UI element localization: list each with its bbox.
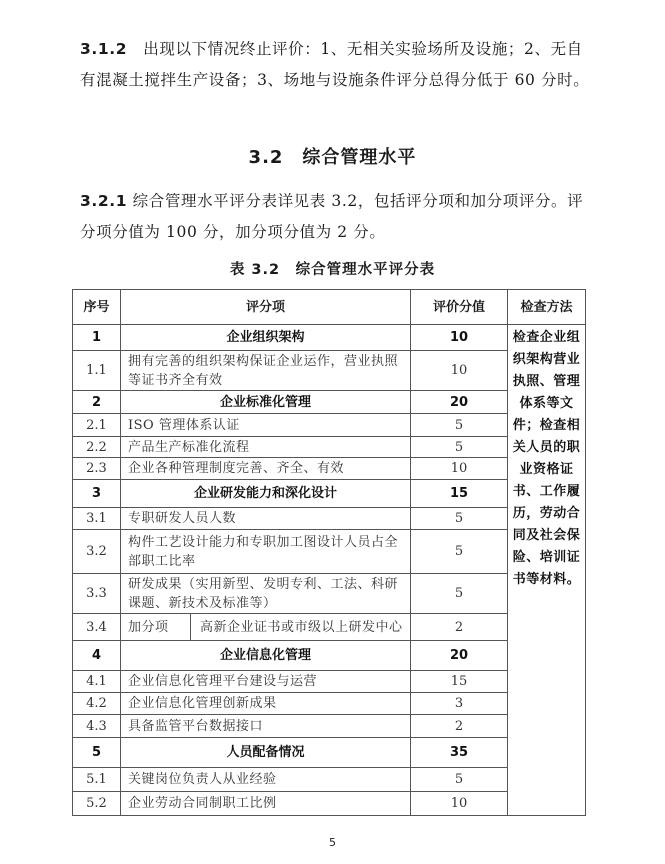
section-heading: 3.2 综合管理水平 [248,147,417,168]
row-item: 企业信息化管理 [121,641,411,671]
row-item: 产品生产标准化流程 [121,437,411,458]
row-no: 3.2 [73,530,121,574]
paragraph-text-line1: 综合管理水平评分表详见表 3.2，包括评分项和加分项评分。评 [132,192,584,210]
paragraph-text-line1: 出现以下情况终止评价：1、无相关实验场所及设施；2、无自 [143,40,583,58]
row-score: 5 [411,574,508,614]
bonus-label: 加分项 [121,614,191,640]
row-item: 企业信息化管理创新成果 [121,693,411,715]
table-header-row [73,290,586,325]
row-score: 5 [411,414,508,437]
row-no: 5.2 [73,792,121,816]
row-score: 2 [411,715,508,738]
bonus-item: 高新企业证书或市级以上研发中心 [200,619,403,635]
row-score: 10 [411,458,508,480]
row-item: 企业劳动合同制职工比例 [121,792,411,816]
row-item: 企业组织架构 [121,325,411,351]
row-score: 3 [411,693,508,715]
row-item: 企业各种管理制度完善、齐全、有效 [121,458,411,480]
row-score: 15 [411,480,508,508]
row-score: 10 [411,351,508,391]
check-method: 检查企业组织架构营业执照、管理体系等文件；检查相关人员的职业资格证书、工作履历，劳动合同及社会保险、培训证书等材料。 [508,325,586,816]
row-no: 2 [73,391,121,414]
row-score: 2 [411,614,508,641]
row-score: 5 [411,530,508,574]
row-no: 3.3 [73,574,121,614]
row-score: 20 [411,391,508,414]
row-score: 15 [411,671,508,693]
clause-number: 3.1.2 [80,40,128,58]
row-item: 专职研发人员人数 [121,508,411,530]
row-no: 3.1 [73,508,121,530]
row-no: 1 [73,325,121,351]
row-no: 2.3 [73,458,121,480]
row-score: 5 [411,768,508,792]
row-no: 4.1 [73,671,121,693]
paragraph-3-1-2 [80,34,595,96]
row-no: 2.1 [73,414,121,437]
row-no: 2.2 [73,437,121,458]
row-no: 1.1 [73,351,121,391]
row-no: 4.2 [73,693,121,715]
row-item: 企业标准化管理 [121,391,411,414]
header-score: 评价分值 [411,290,508,325]
row-no: 4.3 [73,715,121,738]
row-score: 5 [411,508,508,530]
paragraph-3-2-1 [80,186,595,248]
row-item: 研发成果（实用新型、发明专利、工法、科研课题、新技术及标准等） [121,574,411,614]
row-item: 具备监管平台数据接口 [121,715,411,738]
row-item: 拥有完善的组织架构保证企业运作，营业执照等证书齐全有效 [121,351,411,391]
header-no: 序号 [73,290,121,325]
row-score: 10 [411,325,508,351]
row-item: 企业信息化管理平台建设与运营 [121,671,411,693]
table-row [73,325,586,351]
row-item: 人员配备情况 [121,738,411,768]
row-no: 5.1 [73,768,121,792]
row-score: 10 [411,792,508,816]
row-item: 构件工艺设计能力和专职加工图设计人员占全部职工比率 [121,530,411,574]
row-score: 35 [411,738,508,768]
header-method: 检查方法 [508,290,586,325]
header-item: 评分项 [121,290,411,325]
clause-number: 3.2.1 [80,192,128,210]
scoring-table [72,289,586,816]
row-item: 关键岗位负责人从业经验 [121,768,411,792]
row-no: 3.4 [73,614,121,641]
paragraph-text-line2: 分项分值为 100 分，加分项分值为 2 分。 [80,223,386,241]
row-score: 20 [411,641,508,671]
row-item: 企业研发能力和深化设计 [121,480,411,508]
paragraph-text-line2: 有混凝土搅拌生产设备；3、场地与设施条件评分总得分低于 60 分时。 [80,71,590,89]
row-no: 4 [73,641,121,671]
row-score: 5 [411,437,508,458]
row-no: 5 [73,738,121,768]
row-item [121,614,411,641]
row-no: 3 [73,480,121,508]
table-caption: 表 3.2 综合管理水平评分表 [229,262,436,278]
row-item: ISO 管理体系认证 [121,414,411,437]
page-number: 5 [329,836,336,849]
